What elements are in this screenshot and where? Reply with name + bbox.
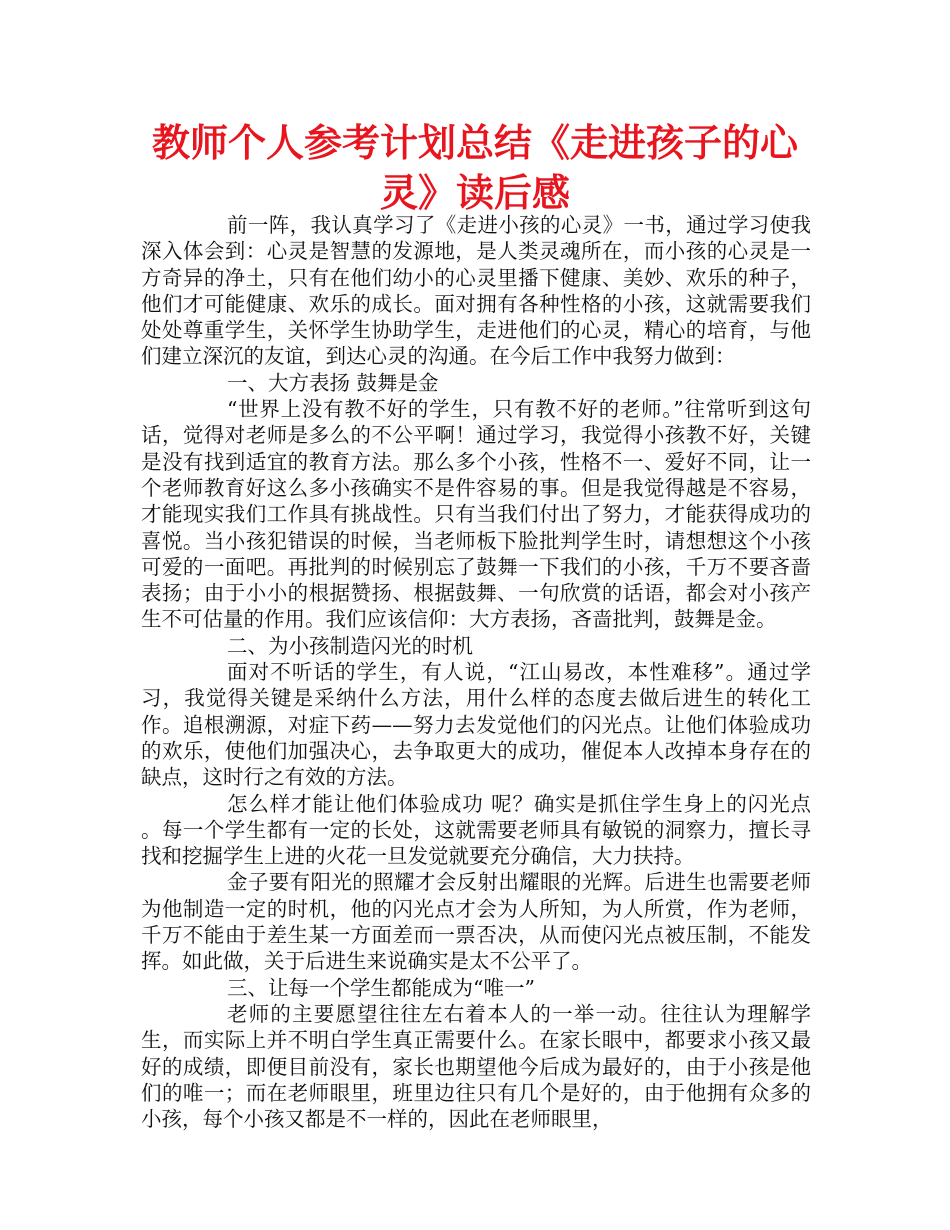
title-line-2: 灵》读后感	[379, 171, 570, 215]
paragraph: 金子要有阳光的照耀才会反射出耀眼的光辉。后进生也需要老师为他制造一定的时机，他的闪光点才会为人所知，为人所赏，作为老师，千万不能由于差生某一方面差而一票否决，从而使闪光点被压制，不能发挥。如此做，关于后进生来说确实是太不公平了。	[141, 870, 811, 974]
document-body	[141, 212, 811, 1132]
document-title	[120, 118, 830, 218]
paragraph: “世界上没有教不好的学生，只有教不好的老师。”往常听到这句话，觉得对老师是多么的不公平啊！通过学习，我觉得小孩教不好，关键是没有找到适宜的教育方法。那么多个小孩，性格不一、爱好不同，让一个老师教育好这么多小孩确实不是件容易的事。但是我觉得越是不容易，才能现实我们工作具有挑战性。只有当我们付出了努力，才能获得成功的喜悦。当小孩犯错误的时候，当老师板下脸批判学生时，请想想这个小孩可爱的一面吧。再批判的时候别忘了鼓舞一下我们的小孩，千万不要吝啬表扬；由于小小的根据赞扬、根据鼓舞、一句欣赏的话语，都会对小孩产生不可估量的作用。我们应该信仰：大方表扬，吝啬批判，鼓舞是金。	[141, 397, 811, 632]
title-line-1: 教师个人参考计划总结《走进孩子的心	[151, 121, 798, 165]
paragraph: 怎么样才能让他们体验成功 呢？确实是抓住学生身上的闪光点 。每一个学生都有一定的长处，这就需要老师具有敏锐的洞察力，擅长寻找和挖掘学生上进的火花一旦发觉就要充分确信，大力扶持。	[141, 791, 811, 869]
paragraph: 面对不听话的学生，有人说，“江山易改，本性难移”。通过学习，我觉得关键是采纳什么方法，用什么样的态度去做后进生的转化工作。追根溯源，对症下药——努力去发觉他们的闪光点。让他们体验成功的欢乐，使他们加强决心，去争取更大的成功，催促本人改掉本身存在的缺点，这时行之有效的方法。	[141, 660, 811, 790]
section-heading-1: 一、大方表扬 鼓舞是金	[227, 370, 439, 395]
section-heading-3: 三、让每一个学生都能成为“唯一”	[227, 975, 535, 1000]
paragraph: 老师的主要愿望往往左右着本人的一举一动。往往认为理解学生，而实际上并不明白学生真正需要什么。在家长眼中，都要求小孩又最好的成绩，即便目前没有，家长也期望他今后成为最好的，由于小孩是他们的唯一；而在老师眼里，班里边往只有几个是好的，由于他拥有众多的小孩，每个小孩又都是不一样的，因此在老师眼里，	[141, 1001, 811, 1132]
paragraph-intro: 前一阵，我认真学习了《走进小孩的心灵》一书，通过学习使我深入体会到：心灵是智慧的发源地，是人类灵魂所在，而小孩的心灵是一方奇异的净土，只有在他们幼小的心灵里播下健康、美妙、欢乐的种子，他们才可能健康、欢乐的成长。面对拥有各种性格的小孩，这就需要我们处处尊重学生，关怀学生协助学生，走进他们的心灵，精心的培育，与他们建立深沉的友谊，到达心灵的沟通。在今后工作中我努力做到：	[141, 213, 811, 369]
section-heading-2: 二、为小孩制造闪光的时机	[227, 633, 473, 658]
